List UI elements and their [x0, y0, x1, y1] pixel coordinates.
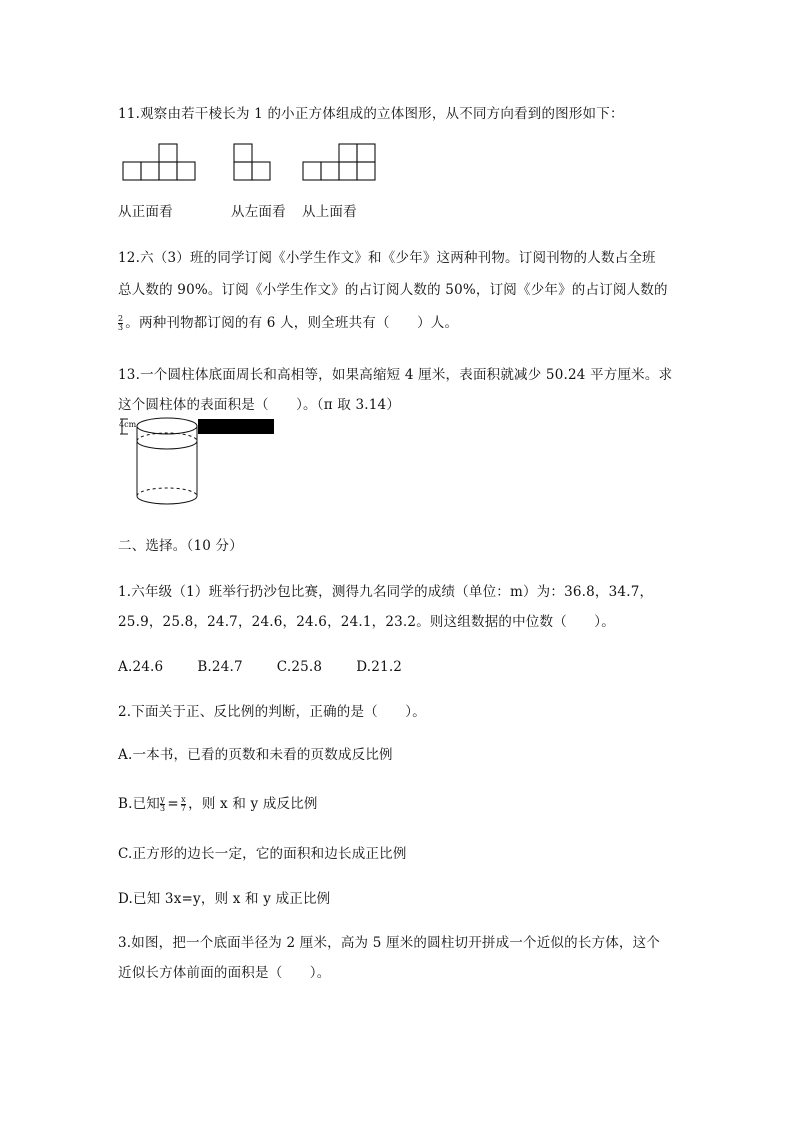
mc1-option-b: B.24.7 — [197, 659, 243, 675]
mc2-optb-prefix: B.已知 — [118, 796, 161, 812]
mc1-options — [118, 659, 402, 675]
redaction-bar — [198, 419, 274, 434]
cylinder-height-label: 4cm — [119, 420, 137, 429]
q12-line3-text: 。两种刊物都订阅的有 6 人，则全班共有（ ）人。 — [125, 315, 459, 331]
mc2-stem: 2.下面关于正、反比例的判断，正确的是（ ）。 — [118, 704, 426, 720]
mc2-fraction-2 — [181, 796, 186, 813]
mc2-frac1-num: y — [160, 795, 166, 804]
mc2-option-a: A.一本书，已看的页数和未看的页数成反比例 — [118, 747, 393, 763]
mc2-fraction-1 — [160, 796, 165, 813]
section-title: 二、选择。（10 分） — [118, 538, 243, 554]
q11-text: 11.观察由若干棱长为 1 的小正方体组成的立体图形，从不同方向看到的图形如下： — [118, 106, 624, 122]
mc1-option-c: C.25.8 — [276, 659, 323, 675]
mc3-line1: 3.如图，把一个底面半径为 2 厘米，高为 5 厘米的圆柱切开拼成一个近似的长方体，这个 — [118, 935, 661, 951]
mc3-line2: 近似长方体前面的面积是（ ）。 — [118, 965, 331, 981]
mc2-option-c: C.正方形的边长一定，它的面积和边长成正比例 — [118, 846, 407, 862]
mc2-option-d: D.已知 3x=y，则 x 和 y 成正比例 — [118, 891, 331, 907]
mc1-option-a: A.24.6 — [118, 659, 164, 675]
q12-line2: 总人数的 90%。订阅《小学生作文》的占订阅人数的 50%，订阅《少年》的占订阅人数的 — [118, 282, 668, 298]
q12-frac-num: 2 — [118, 314, 124, 323]
cylinder-drawing — [0, 0, 794, 520]
mc2-optb-eq: = — [167, 796, 179, 812]
q12-line1: 12.六（3）班的同学订阅《小学生作文》和《少年》这两种刊物。订阅刊物的人数占全班 — [118, 250, 656, 266]
q12-frac-den: 3 — [118, 323, 124, 332]
q13-line1: 13.一个圆柱体底面周长和高相等，如果高缩短 4 厘米，表面积就减少 50.24 平方厘米。求 — [118, 367, 673, 383]
mc2-frac1-den: 3 — [160, 804, 166, 813]
q13-line2: 这个圆柱体的表面积是（ ）。（π 取 3.14） — [118, 397, 401, 413]
left-view-label: 从左面看 — [231, 204, 286, 220]
top-view-label: 从上面看 — [302, 204, 357, 220]
mc2-frac2-num: x — [181, 795, 186, 804]
mc1-line2: 25.9，25.8，24.7，24.6，24.6，24.1，23.2。则这组数据的中位数（ ）。 — [118, 614, 615, 630]
mc2-option-b — [118, 793, 318, 815]
mc1-line1: 1.六年级（1）班举行扔沙包比赛，测得九名同学的成绩（单位：m）为：36.8，34.7， — [118, 584, 654, 600]
mc2-optb-suffix: ，则 x 和 y 成反比例 — [188, 796, 318, 812]
front-view-label: 从正面看 — [118, 204, 173, 220]
mc1-option-d: D.21.2 — [356, 659, 403, 675]
mc2-frac2-den: 7 — [180, 804, 187, 813]
